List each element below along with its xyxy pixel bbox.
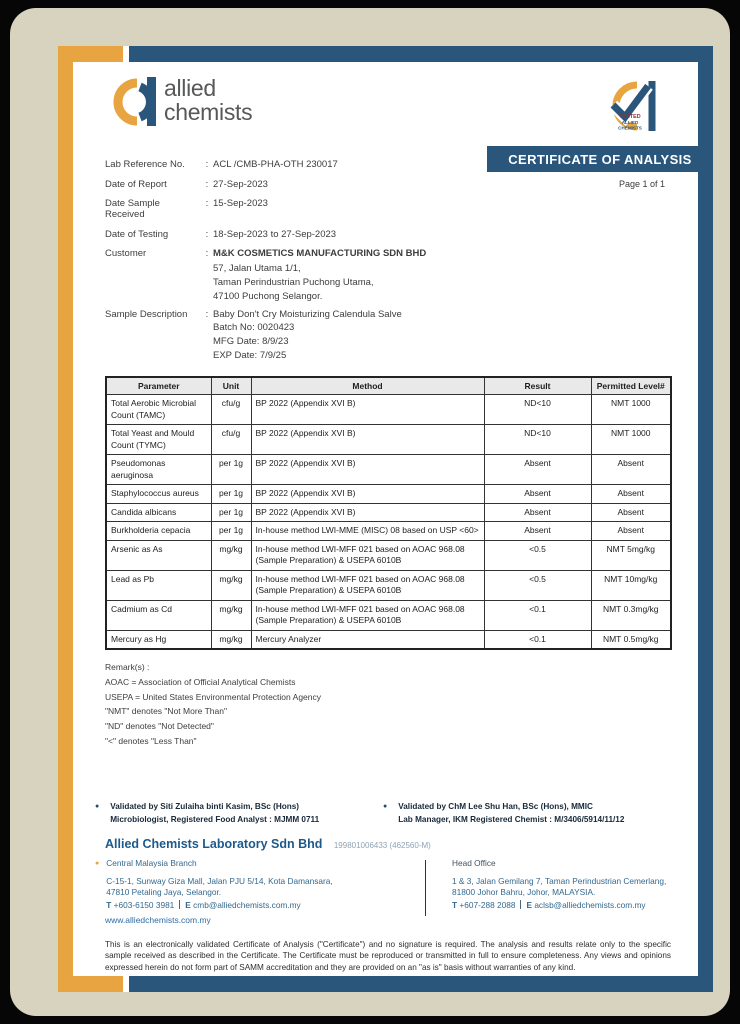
- table-row: [106, 570, 671, 600]
- disclaimer-text: This is an electronically validated Certificate of Analysis ("Certificate") and no signature is required. The analysis and results relate only to the specific sample received as described in the Certificate. The Certificate must be reproduced or transmitted in full to ensure completeness. Any views and opinions expressed herein do not form part of SAMM accreditation and they are provided on an "as is" basis without warranties of any kind.: [105, 940, 671, 972]
- logo-word-chemists: chemists: [164, 99, 253, 125]
- customer-address-line: Taman Perindustrian Puchong Utama,: [213, 276, 374, 288]
- cell-method: BP 2022 (Appendix XVI B): [251, 395, 484, 425]
- orange-bullet-icon: ●: [95, 860, 100, 867]
- bullet-icon: ●: [95, 803, 100, 810]
- info-label: Lab Reference No.: [105, 159, 185, 170]
- info-row-customer: [105, 248, 505, 259]
- tested-badge: [599, 78, 663, 138]
- cell-parameter: Lead as Pb: [106, 570, 211, 600]
- cell-unit: mg/kg: [211, 570, 251, 600]
- cell-parameter: Total Yeast and Mould Count (TYMC): [106, 425, 211, 455]
- branch-email: cmb@alliedchemists.com.my: [193, 899, 301, 910]
- validation-left: [95, 800, 383, 826]
- logo-wordmark: [164, 76, 252, 124]
- cell-result: <0.1: [484, 600, 591, 630]
- results-header-row: [106, 377, 671, 395]
- sample-mfg-date: MFG Date: 8/9/23: [213, 336, 289, 348]
- info-colon: :: [205, 248, 209, 259]
- cell-permitted: Absent: [591, 455, 671, 485]
- cell-result: Absent: [484, 485, 591, 504]
- remark-line: "<" denotes "Less Than": [105, 735, 197, 746]
- info-value: 18-Sep-2023 to 27-Sep-2023: [213, 228, 337, 240]
- cell-unit: per 1g: [211, 455, 251, 485]
- cell-permitted: NMT 1000: [591, 425, 671, 455]
- head-office-address-line: 1 & 3, Jalan Gemilang 7, Taman Perindustrian Cemerlang,: [452, 875, 667, 886]
- table-row: [106, 425, 671, 455]
- certificate-page: [58, 46, 713, 992]
- remarks-section: [105, 660, 321, 749]
- sample-details: [213, 321, 505, 362]
- head-office-block: [452, 858, 666, 916]
- cell-method: BP 2022 (Appendix XVI B): [251, 455, 484, 485]
- cell-permitted: Absent: [591, 503, 671, 522]
- table-row: [106, 485, 671, 504]
- cell-unit: mg/kg: [211, 540, 251, 570]
- email-label: E: [526, 899, 532, 910]
- branch-contact-line: [106, 900, 332, 912]
- remarks-heading: Remark(s) :: [105, 662, 150, 672]
- col-header-permitted-level: Permitted Level#: [591, 377, 671, 395]
- branch-office-block: [95, 858, 425, 916]
- validation-section: [95, 800, 685, 826]
- cell-unit: per 1g: [211, 503, 251, 522]
- cell-method: BP 2022 (Appendix XVI B): [251, 503, 484, 522]
- remark-line: "NMT" denotes "Not More Than": [105, 706, 227, 717]
- cell-parameter: Total Aerobic Microbial Count (TAMC): [106, 395, 211, 425]
- cell-method: BP 2022 (Appendix XVI B): [251, 425, 484, 455]
- col-header-result: Result: [484, 377, 591, 395]
- info-colon: :: [205, 309, 209, 321]
- cell-permitted: NMT 0.3mg/kg: [591, 600, 671, 630]
- head-office-contact-line: [452, 900, 666, 912]
- divider: [179, 900, 180, 909]
- cell-unit: mg/kg: [211, 630, 251, 649]
- customer-name: M&K COSMETICS MANUFACTURING SDN BHD: [213, 248, 427, 259]
- page-number: Page 1 of 1: [618, 179, 665, 189]
- badge-text-allied: ALLIED: [621, 120, 639, 125]
- company-name: Allied Chemists Laboratory Sdn Bhd: [105, 837, 323, 851]
- report-info-block: [105, 159, 505, 363]
- info-label: Date of Testing: [105, 228, 169, 240]
- cell-parameter: Staphylococcus aureus: [106, 485, 211, 504]
- cell-result: <0.5: [484, 570, 591, 600]
- badge-text-chemists: CHEMISTS: [618, 125, 642, 131]
- info-row-date-of-testing: [105, 229, 505, 240]
- table-row: [106, 455, 671, 485]
- cell-permitted: NMT 1000: [591, 395, 671, 425]
- col-header-method: Method: [251, 377, 484, 395]
- info-colon: :: [205, 178, 209, 190]
- info-label: Date Sample Received: [105, 198, 160, 220]
- cell-result: Absent: [484, 503, 591, 522]
- sample-exp-date: EXP Date: 7/9/25: [213, 349, 287, 361]
- customer-address: [213, 262, 505, 303]
- cell-method: Mercury Analyzer: [251, 630, 484, 649]
- branch-address-line: 47810 Petaling Jaya, Selangor.: [106, 887, 222, 897]
- cell-parameter: Mercury as Hg: [106, 630, 211, 649]
- info-row-sample-description: [105, 309, 505, 320]
- bullet-icon: ●: [383, 803, 388, 810]
- company-line: [105, 835, 431, 853]
- info-colon: :: [205, 228, 209, 240]
- frame-topleft-orange-corner: [58, 46, 123, 62]
- cell-method: In-house method LWI-MFF 021 based on AOAC 968.08 (Sample Preparation) & USEPA 6010B: [251, 570, 484, 600]
- head-office-address-line: 81800 Johor Bahru, Johor, MALAYSIA.: [452, 887, 596, 897]
- certificate-title: CERTIFICATE OF ANALYSIS: [508, 151, 692, 167]
- cell-result: ND<10: [484, 395, 591, 425]
- certificate-title-banner: [487, 146, 713, 172]
- info-value: 27-Sep-2023: [213, 178, 268, 190]
- frame-left-orange-bar: [58, 46, 73, 992]
- sample-description: Baby Don't Cry Moisturizing Calendula Salve: [213, 309, 402, 321]
- cell-method: In-house method LWI-MFF 021 based on AOAC 968.08 (Sample Preparation) & USEPA 6010B: [251, 540, 484, 570]
- phone-label: T: [106, 899, 112, 910]
- cell-result: <0.1: [484, 630, 591, 649]
- cell-permitted: NMT 10mg/kg: [591, 570, 671, 600]
- table-row: [106, 395, 671, 425]
- branch-phone: +603-6150 3981: [113, 899, 175, 910]
- table-row: [106, 600, 671, 630]
- cell-result: Absent: [484, 455, 591, 485]
- info-colon: :: [205, 159, 209, 170]
- cell-method: BP 2022 (Appendix XVI B): [251, 485, 484, 504]
- remark-line: USEPA = United States Environmental Protection Agency: [105, 691, 322, 702]
- cell-result: Absent: [484, 522, 591, 541]
- info-colon: :: [205, 198, 209, 209]
- cell-unit: mg/kg: [211, 600, 251, 630]
- cell-permitted: Absent: [591, 485, 671, 504]
- cell-parameter: Cadmium as Cd: [106, 600, 211, 630]
- info-value: 15-Sep-2023: [213, 198, 268, 209]
- phone-label: T: [452, 899, 458, 910]
- cell-parameter: Candida albicans: [106, 503, 211, 522]
- table-row: [106, 630, 671, 649]
- cell-parameter: Pseudomonas aeruginosa: [106, 455, 211, 485]
- cell-permitted: NMT 5mg/kg: [591, 540, 671, 570]
- col-header-parameter: Parameter: [106, 377, 211, 395]
- table-row: [106, 503, 671, 522]
- logo-word-allied: allied: [164, 75, 216, 101]
- website-url: www.alliedchemists.com.my: [105, 915, 211, 925]
- remark-line: AOAC = Association of Official Analytical Chemists: [105, 676, 296, 687]
- head-office-email: aclsb@alliedchemists.com.my: [534, 899, 646, 910]
- cell-parameter: Burkholderia cepacia: [106, 522, 211, 541]
- cell-permitted: NMT 0.5mg/kg: [591, 630, 671, 649]
- info-row-date-of-report: [105, 179, 505, 190]
- company-registration-number: 199801006433 (462560-M): [333, 841, 431, 850]
- info-label: Sample Description: [105, 309, 188, 321]
- badge-text-tested: TESTED: [619, 114, 641, 120]
- cell-unit: cfu/g: [211, 425, 251, 455]
- frame-bottom-blue-bar: [129, 976, 698, 992]
- cell-method: In-house method LWI-MFF 021 based on AOAC 968.08 (Sample Preparation) & USEPA 6010B: [251, 600, 484, 630]
- validated-by-microbiologist: Validated by Siti Zulaiha binti Kasim, BSc (Hons): [110, 802, 300, 811]
- info-label: Customer: [105, 248, 147, 259]
- divider: [520, 900, 521, 909]
- cell-result: <0.5: [484, 540, 591, 570]
- document-card: [10, 8, 730, 1016]
- cell-result: ND<10: [484, 425, 591, 455]
- cell-parameter: Arsenic as As: [106, 540, 211, 570]
- cell-unit: cfu/g: [211, 395, 251, 425]
- footer-contacts: [95, 858, 690, 916]
- table-row: [106, 522, 671, 541]
- validator-title: Lab Manager, IKM Registered Chemist : M/3406/5914/11/12: [398, 815, 625, 824]
- frame-bottomleft-orange-corner: [58, 976, 123, 992]
- customer-address-line: 47100 Puchong Selangor.: [213, 290, 323, 302]
- remark-line: "ND" denotes "Not Detected": [105, 721, 214, 732]
- cell-method: In-house method LWI-MME (MISC) 08 based on USP <60>: [251, 522, 484, 541]
- frame-top-blue-bar: [129, 46, 713, 62]
- allied-chemists-logo-icon: [103, 73, 159, 136]
- validator-title: Microbiologist, Registered Food Analyst : MJMM 0711: [110, 815, 320, 824]
- footer-vertical-divider: [425, 860, 426, 916]
- tested-checkmark-icon: [599, 78, 663, 138]
- info-row-date-sample-received: [105, 198, 505, 220]
- validated-by-lab-manager: Validated by ChM Lee Shu Han, BSc (Hons), MMIC: [398, 802, 593, 811]
- sample-batch-no: Batch No: 0020423: [213, 322, 295, 334]
- cell-permitted: Absent: [591, 522, 671, 541]
- info-row-lab-reference: [105, 159, 505, 170]
- company-logo: [103, 73, 252, 136]
- cell-unit: per 1g: [211, 485, 251, 504]
- customer-address-line: 57, Jalan Utama 1/1,: [213, 263, 301, 274]
- frame-right-blue-bar: [698, 46, 713, 992]
- table-row: [106, 540, 671, 570]
- info-value: ACL /CMB-PHA-OTH 230017: [213, 159, 338, 170]
- validation-right: [383, 800, 624, 826]
- head-office-heading: Head Office: [452, 858, 496, 868]
- cell-unit: per 1g: [211, 522, 251, 541]
- col-header-unit: Unit: [211, 377, 251, 395]
- info-label: Date of Report: [105, 178, 167, 190]
- results-table: [105, 376, 672, 650]
- branch-heading: Central Malaysia Branch: [106, 858, 197, 868]
- branch-address-line: C-15-1, Sunway Giza Mall, Jalan PJU 5/14, Kota Damansara,: [106, 875, 333, 886]
- head-office-phone: +607-288 2088: [459, 899, 516, 910]
- email-label: E: [185, 899, 191, 910]
